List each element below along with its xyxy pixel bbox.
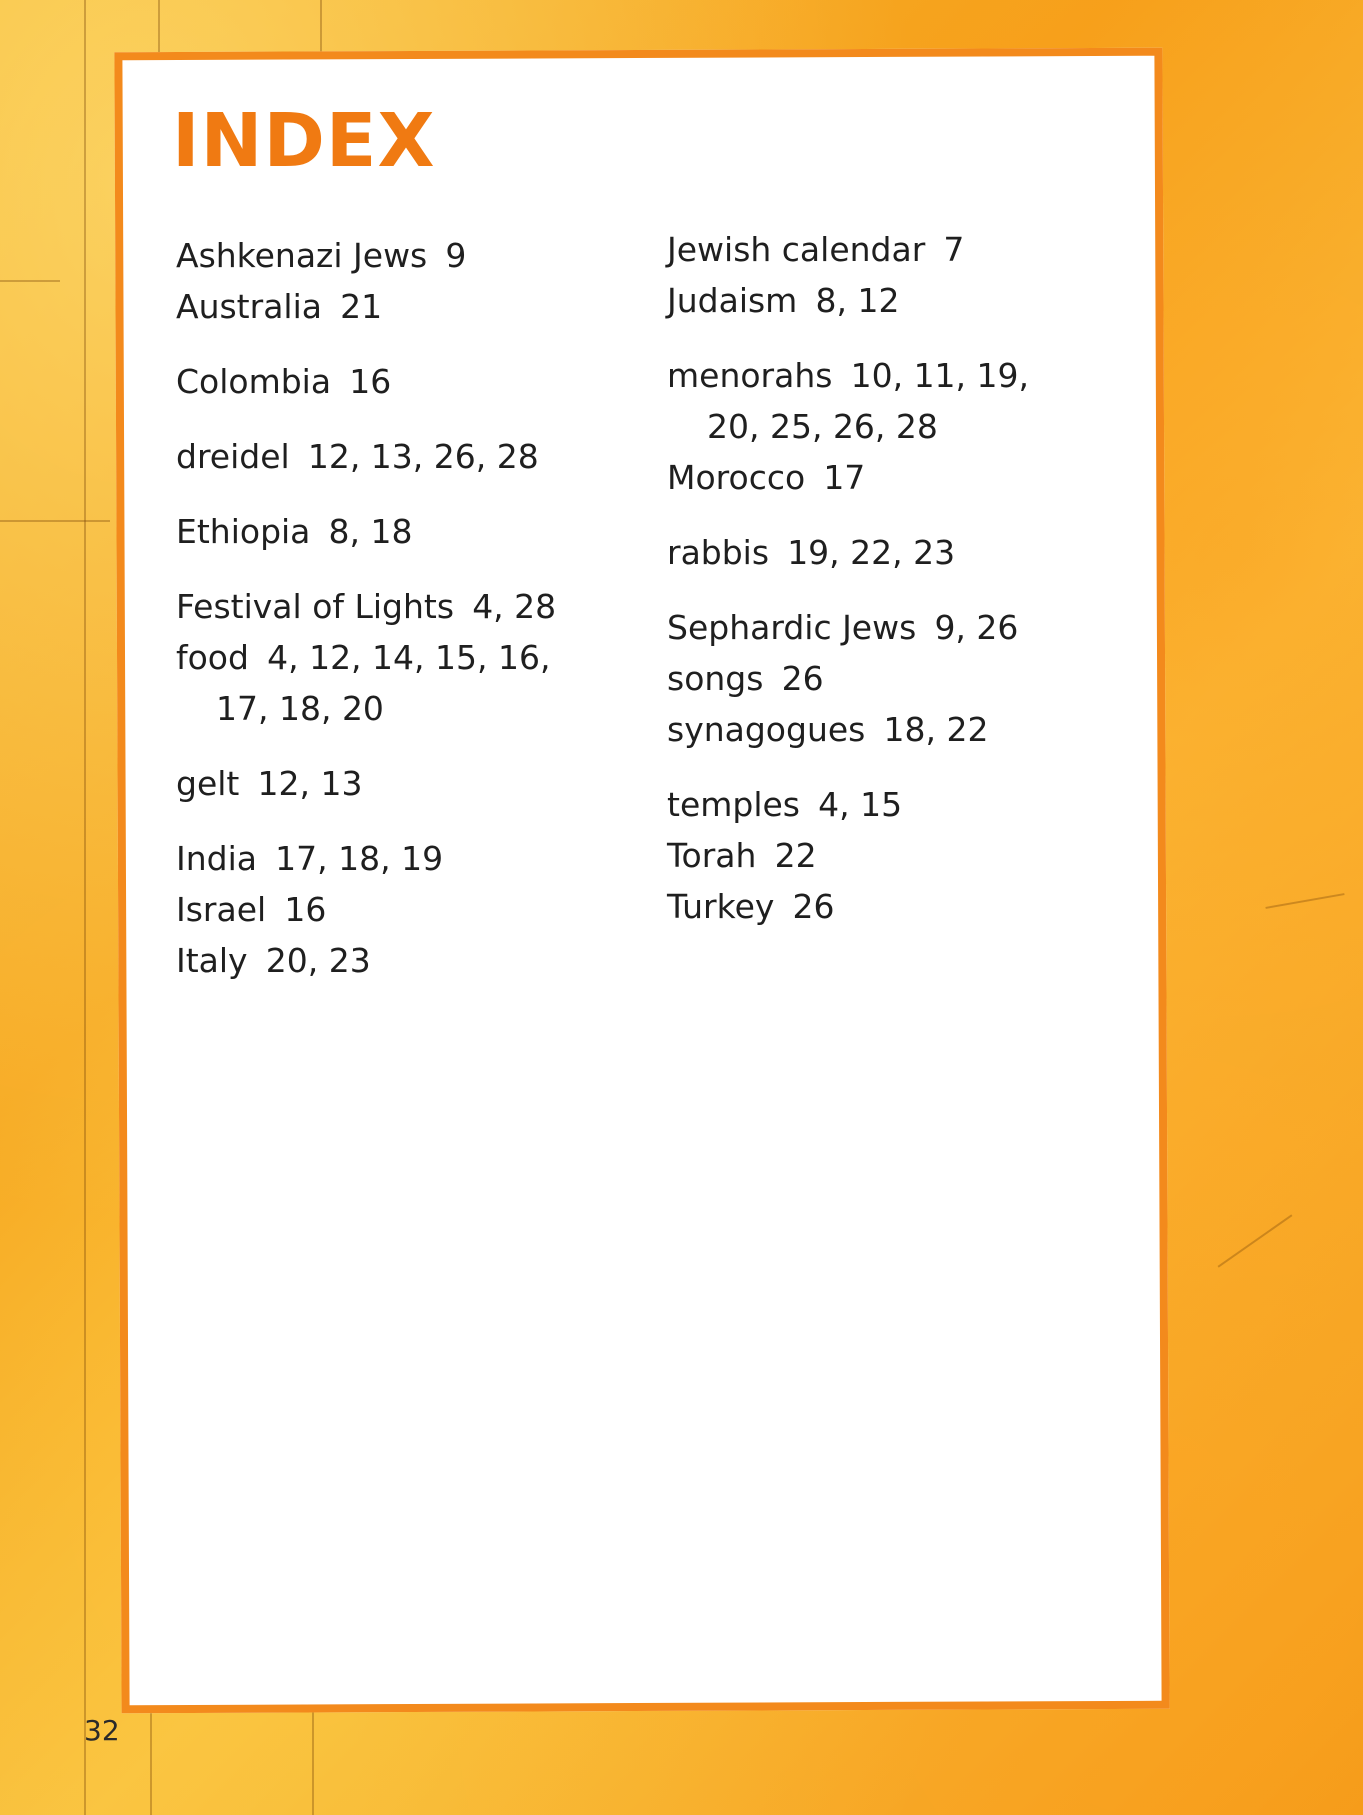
background-streak <box>84 0 86 1815</box>
index-term: Turkey <box>667 887 775 926</box>
index-entry <box>667 704 1137 755</box>
index-entry <box>176 935 646 986</box>
index-group <box>176 758 646 809</box>
index-term: rabbis <box>667 533 770 572</box>
index-entry <box>176 884 646 935</box>
index-term: Morocco <box>667 458 806 497</box>
index-entry <box>176 281 646 332</box>
background-streak <box>312 1712 314 1815</box>
index-term: menorahs <box>667 356 833 395</box>
index-group <box>176 581 646 734</box>
index-term: dreidel <box>176 437 290 476</box>
index-term: Australia <box>176 287 322 326</box>
index-entry <box>176 356 646 407</box>
background-streak <box>320 0 322 55</box>
index-pages: 8, 12 <box>815 281 900 320</box>
index-entry <box>667 527 1137 578</box>
index-term: food <box>176 638 249 677</box>
index-group <box>176 431 646 482</box>
background-streak <box>158 0 160 60</box>
index-pages: 7 <box>943 230 965 269</box>
index-pages: 4, 28 <box>472 587 557 626</box>
index-entry <box>176 632 646 683</box>
index-pages: 16 <box>284 890 327 929</box>
index-group <box>176 230 646 332</box>
index-pages: 21 <box>340 287 383 326</box>
index-column-left <box>176 230 646 1010</box>
index-pages: 9 <box>445 236 467 275</box>
index-term: songs <box>667 659 764 698</box>
index-pages: 9, 26 <box>934 608 1019 647</box>
index-pages: 12, 13 <box>257 764 363 803</box>
index-pages-continued: 20, 25, 26, 28 <box>707 407 938 446</box>
page-title: INDEX <box>172 98 436 184</box>
index-entry <box>176 581 646 632</box>
index-group <box>667 527 1137 578</box>
index-entry <box>667 653 1137 704</box>
index-entry <box>667 779 1137 830</box>
index-term: Jewish calendar <box>667 230 926 269</box>
index-column-right <box>667 224 1137 956</box>
index-term: Israel <box>176 890 267 929</box>
index-term: Ashkenazi Jews <box>176 236 428 275</box>
index-pages: 19, 22, 23 <box>787 533 956 572</box>
index-group <box>667 779 1137 932</box>
index-entry <box>176 230 646 281</box>
index-entry <box>667 452 1137 503</box>
index-term: temples <box>667 785 800 824</box>
index-pages: 16 <box>349 362 392 401</box>
index-group <box>176 506 646 557</box>
index-pages: 4, 15 <box>818 785 903 824</box>
index-pages: 12, 13, 26, 28 <box>307 437 539 476</box>
index-pages: 10, 11, 19, <box>850 356 1030 395</box>
index-pages: 17, 18, 19 <box>275 839 444 878</box>
index-term: Colombia <box>176 362 332 401</box>
index-pages: 26 <box>792 887 835 926</box>
index-group <box>667 224 1137 326</box>
index-group <box>176 356 646 407</box>
index-term: Judaism <box>667 281 798 320</box>
index-entry <box>176 833 646 884</box>
background-streak <box>1265 893 1344 909</box>
index-term: India <box>176 839 257 878</box>
index-entry <box>667 602 1137 653</box>
background-streak <box>150 1712 152 1815</box>
index-pages-continued: 17, 18, 20 <box>216 689 384 728</box>
page-number: 32 <box>84 1714 120 1747</box>
index-pages: 20, 23 <box>265 941 371 980</box>
index-group <box>667 350 1137 503</box>
index-pages: 26 <box>781 659 824 698</box>
index-entry <box>667 881 1137 932</box>
index-entry <box>667 275 1137 326</box>
index-pages: 22 <box>774 836 817 875</box>
index-term: Italy <box>176 941 248 980</box>
index-group <box>176 833 646 986</box>
index-pages: 17 <box>823 458 866 497</box>
index-term: Festival of Lights <box>176 587 455 626</box>
index-group <box>667 602 1137 755</box>
index-entry <box>667 224 1137 275</box>
index-pages: 8, 18 <box>328 512 413 551</box>
index-entry <box>667 830 1137 881</box>
index-term: Sephardic Jews <box>667 608 917 647</box>
background-streak <box>0 280 60 282</box>
background-streak <box>1218 1214 1293 1267</box>
index-term: Ethiopia <box>176 512 311 551</box>
index-term: Torah <box>667 836 757 875</box>
index-term: synagogues <box>667 710 866 749</box>
index-entry <box>176 506 646 557</box>
index-entry <box>176 758 646 809</box>
background-streak <box>0 520 110 522</box>
index-entry <box>176 431 646 482</box>
index-pages: 4, 12, 14, 15, 16, <box>267 638 551 677</box>
index-entry <box>667 350 1137 401</box>
index-term: gelt <box>176 764 240 803</box>
index-pages: 18, 22 <box>883 710 989 749</box>
